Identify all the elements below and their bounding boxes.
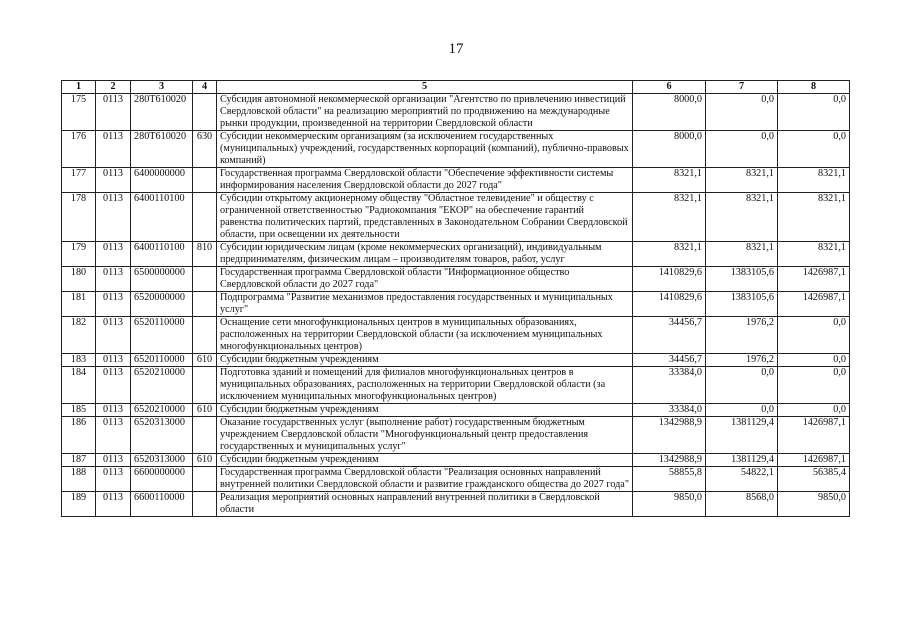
col-header: 8 <box>778 81 850 94</box>
item-name: Субсидии бюджетным учреждениям <box>217 454 633 467</box>
amount-col8: 1426987,1 <box>778 267 850 292</box>
table-row <box>62 193 850 242</box>
amount-col7: 1976,2 <box>706 317 778 354</box>
table-row <box>62 454 850 467</box>
amount-col6: 33384,0 <box>633 367 706 404</box>
row-number: 178 <box>62 193 96 242</box>
row-number: 188 <box>62 467 96 492</box>
amount-col8: 0,0 <box>778 354 850 367</box>
target-code: 280Т610020 <box>131 131 193 168</box>
amount-col7: 1383105,6 <box>706 292 778 317</box>
expense-type <box>193 367 217 404</box>
target-code: 6520313000 <box>131 417 193 454</box>
target-code: 6520110000 <box>131 317 193 354</box>
target-code: 6400000000 <box>131 168 193 193</box>
table-row <box>62 417 850 454</box>
item-name: Субсидии открытому акционерному обществу "Областное телевидение" и обществу с ограниченной ответственностью "Радиокомпания "ЕКОР" на обеспечение гарантий равенства политических партий, представленных в Законодательном Собрании Свердловской области, при освещении их деятельности <box>217 193 633 242</box>
expense-type: 610 <box>193 354 217 367</box>
expense-type <box>193 492 217 517</box>
row-number: 186 <box>62 417 96 454</box>
target-code: 6520210000 <box>131 367 193 404</box>
target-code: 6520210000 <box>131 404 193 417</box>
row-number: 189 <box>62 492 96 517</box>
item-name: Субсидия автономной некоммерческой организации "Агентство по привлечению инвестиций Свердловской области" на реализацию мероприятий по продвижению на международные рынки продукции, произведенной на территории Свердловской области <box>217 94 633 131</box>
amount-col8: 9850,0 <box>778 492 850 517</box>
amount-col6: 8321,1 <box>633 193 706 242</box>
row-number: 183 <box>62 354 96 367</box>
item-name: Государственная программа Свердловской области "Реализация основных направлений внутренней политики Свердловской области и развитие гражданского общества до 2027 года" <box>217 467 633 492</box>
item-name: Подготовка зданий и помещений для филиалов многофункциональных центров в муниципальных образованиях, расположенных на территории Свердловской области (за исключением муниципальных многофункциональных центров) <box>217 367 633 404</box>
amount-col6: 1410829,6 <box>633 267 706 292</box>
expense-type <box>193 267 217 292</box>
amount-col6: 34456,7 <box>633 354 706 367</box>
row-number: 176 <box>62 131 96 168</box>
section-code: 0113 <box>96 292 131 317</box>
amount-col8: 8321,1 <box>778 242 850 267</box>
row-number: 185 <box>62 404 96 417</box>
col-header: 5 <box>217 81 633 94</box>
table-row <box>62 367 850 404</box>
item-name: Государственная программа Свердловской области "Информационное общество Свердловской области до 2027 года" <box>217 267 633 292</box>
target-code: 6400110100 <box>131 193 193 242</box>
section-code: 0113 <box>96 367 131 404</box>
item-name: Субсидии некоммерческим организациям (за исключением государственных (муниципальных) учреждений, государственных корпораций (компаний), публично-правовых компаний) <box>217 131 633 168</box>
expense-type <box>193 317 217 354</box>
target-code: 6520110000 <box>131 354 193 367</box>
amount-col8: 0,0 <box>778 131 850 168</box>
item-name: Оказание государственных услуг (выполнение работ) государственным бюджетным учреждением Свердловской области "Многофункциональный центр предоставления государственных и муниципальных услуг" <box>217 417 633 454</box>
budget-table <box>61 80 850 517</box>
col-header: 1 <box>62 81 96 94</box>
amount-col7: 1976,2 <box>706 354 778 367</box>
row-number: 180 <box>62 267 96 292</box>
amount-col8: 0,0 <box>778 94 850 131</box>
amount-col7: 8568,0 <box>706 492 778 517</box>
amount-col6: 1410829,6 <box>633 292 706 317</box>
amount-col6: 58855,8 <box>633 467 706 492</box>
amount-col7: 0,0 <box>706 131 778 168</box>
item-name: Субсидии бюджетным учреждениям <box>217 404 633 417</box>
table-row <box>62 131 850 168</box>
table-row <box>62 317 850 354</box>
item-name: Оснащение сети многофункциональных центров в муниципальных образованиях, расположенных на территории Свердловской области (за исключением муниципальных многофункциональных центров) <box>217 317 633 354</box>
amount-col6: 33384,0 <box>633 404 706 417</box>
section-code: 0113 <box>96 267 131 292</box>
target-code: 6600110000 <box>131 492 193 517</box>
amount-col7: 0,0 <box>706 94 778 131</box>
expense-type <box>193 292 217 317</box>
amount-col8: 0,0 <box>778 367 850 404</box>
table-row <box>62 467 850 492</box>
amount-col7: 8321,1 <box>706 193 778 242</box>
target-code: 6520313000 <box>131 454 193 467</box>
table-row <box>62 242 850 267</box>
item-name: Государственная программа Свердловской области "Обеспечение эффективности системы информирования населения Свердловской области до 2027 года" <box>217 168 633 193</box>
amount-col7: 1383105,6 <box>706 267 778 292</box>
page-number: 17 <box>448 41 464 57</box>
amount-col8: 8321,1 <box>778 193 850 242</box>
row-number: 181 <box>62 292 96 317</box>
row-number: 179 <box>62 242 96 267</box>
row-number: 175 <box>62 94 96 131</box>
col-header: 7 <box>706 81 778 94</box>
amount-col7: 54822,1 <box>706 467 778 492</box>
expense-type <box>193 193 217 242</box>
section-code: 0113 <box>96 317 131 354</box>
table-row <box>62 94 850 131</box>
amount-col7: 0,0 <box>706 404 778 417</box>
amount-col7: 1381129,4 <box>706 454 778 467</box>
expense-type <box>193 467 217 492</box>
table-row <box>62 168 850 193</box>
section-code: 0113 <box>96 94 131 131</box>
expense-type <box>193 168 217 193</box>
row-number: 182 <box>62 317 96 354</box>
target-code: 280Т610020 <box>131 94 193 131</box>
amount-col6: 34456,7 <box>633 317 706 354</box>
amount-col7: 0,0 <box>706 367 778 404</box>
section-code: 0113 <box>96 404 131 417</box>
item-name: Подпрограмма "Развитие механизмов предоставления государственных и муниципальных услуг" <box>217 292 633 317</box>
section-code: 0113 <box>96 242 131 267</box>
table-row <box>62 292 850 317</box>
header-row <box>62 81 850 94</box>
section-code: 0113 <box>96 492 131 517</box>
section-code: 0113 <box>96 131 131 168</box>
amount-col6: 8321,1 <box>633 168 706 193</box>
expense-type: 610 <box>193 404 217 417</box>
target-code: 6600000000 <box>131 467 193 492</box>
row-number: 187 <box>62 454 96 467</box>
amount-col8: 56385,4 <box>778 467 850 492</box>
row-number: 184 <box>62 367 96 404</box>
amount-col6: 1342988,9 <box>633 454 706 467</box>
amount-col7: 8321,1 <box>706 168 778 193</box>
table-row <box>62 354 850 367</box>
target-code: 6400110100 <box>131 242 193 267</box>
target-code: 6520000000 <box>131 292 193 317</box>
amount-col6: 8000,0 <box>633 94 706 131</box>
amount-col8: 0,0 <box>778 317 850 354</box>
item-name: Субсидии бюджетным учреждениям <box>217 354 633 367</box>
amount-col7: 1381129,4 <box>706 417 778 454</box>
section-code: 0113 <box>96 467 131 492</box>
table-row <box>62 404 850 417</box>
section-code: 0113 <box>96 454 131 467</box>
table-body <box>62 94 850 517</box>
amount-col8: 1426987,1 <box>778 292 850 317</box>
col-header: 4 <box>193 81 217 94</box>
section-code: 0113 <box>96 354 131 367</box>
col-header: 3 <box>131 81 193 94</box>
row-number: 177 <box>62 168 96 193</box>
expense-type: 810 <box>193 242 217 267</box>
section-code: 0113 <box>96 168 131 193</box>
amount-col8: 1426987,1 <box>778 454 850 467</box>
table-row <box>62 267 850 292</box>
target-code: 6500000000 <box>131 267 193 292</box>
amount-col6: 8321,1 <box>633 242 706 267</box>
amount-col6: 9850,0 <box>633 492 706 517</box>
amount-col6: 8000,0 <box>633 131 706 168</box>
col-header: 2 <box>96 81 131 94</box>
amount-col6: 1342988,9 <box>633 417 706 454</box>
table-row <box>62 492 850 517</box>
amount-col8: 0,0 <box>778 404 850 417</box>
expense-type <box>193 94 217 131</box>
item-name: Реализация мероприятий основных направлений внутренней политики в Свердловской области <box>217 492 633 517</box>
expense-type: 630 <box>193 131 217 168</box>
amount-col8: 8321,1 <box>778 168 850 193</box>
section-code: 0113 <box>96 193 131 242</box>
item-name: Субсидии юридическим лицам (кроме некоммерческих организаций), индивидуальным предпринимателям, физическим лицам – производителям товаров, работ, услуг <box>217 242 633 267</box>
amount-col8: 1426987,1 <box>778 417 850 454</box>
amount-col7: 8321,1 <box>706 242 778 267</box>
col-header: 6 <box>633 81 706 94</box>
expense-type: 610 <box>193 454 217 467</box>
expense-type <box>193 417 217 454</box>
section-code: 0113 <box>96 417 131 454</box>
